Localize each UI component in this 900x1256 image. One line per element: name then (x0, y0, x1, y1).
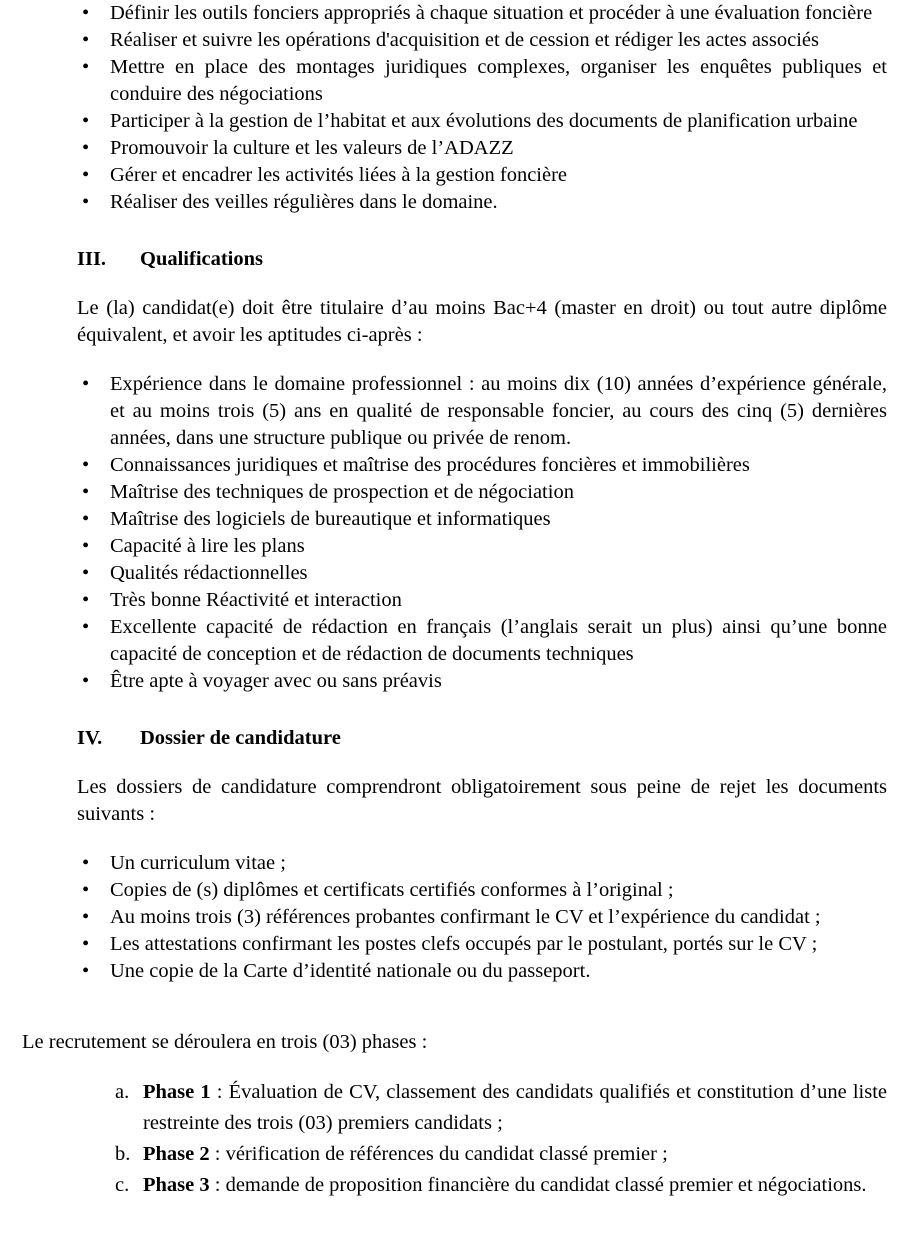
qualifications-section (77, 246, 887, 695)
list-item (77, 958, 887, 985)
list-item (115, 1139, 887, 1170)
list-item (77, 931, 887, 958)
list-item (77, 0, 887, 27)
recruitment-phases-section (0, 1028, 900, 1202)
list-item (77, 108, 887, 135)
missions-bullet-text: Promouvoir la culture et les valeurs de l’ADAZZ (110, 137, 514, 159)
list-item (77, 54, 887, 108)
dossier-item-text: Copies de (s) diplômes et certificats certifiés conformes à l’original ; (110, 879, 674, 901)
spacer (77, 752, 887, 774)
spacer (77, 828, 887, 850)
qualification-text: Maîtrise des techniques de prospection et de négociation (110, 481, 574, 503)
dossier-item-text: Un curriculum vitae ; (110, 852, 286, 874)
section-number: III. (77, 248, 107, 270)
phase-description: : vérification de références du candidat classé premier ; (209, 1143, 668, 1165)
dossier-item-text: Au moins trois (3) références probantes confirmant le CV et l’expérience du candidat ; (110, 906, 821, 928)
spacer (0, 985, 900, 1007)
list-item (77, 506, 887, 533)
missions-bullet-list (77, 0, 887, 216)
missions-bullet-text: Gérer et encadrer les activités liées à la gestion foncière (110, 164, 568, 186)
list-item (77, 452, 887, 479)
list-item (77, 479, 887, 506)
qualifications-bullet-list (77, 371, 887, 695)
phase-label: Phase 3 (143, 1174, 210, 1196)
qualifications-intro-paragraph: Le (la) candidat(e) doit être titulaire d’au moins Bac+4 (master en droit) ou tout autre diplôme équivalent, et avoir les aptitudes ci-après : (77, 297, 887, 346)
section-number: IV. (77, 727, 103, 749)
list-item (115, 1077, 887, 1139)
missions-bullet-text: Participer à la gestion de l’habitat et aux évolutions des documents de planification urbaine (110, 110, 858, 132)
qualification-text: Être apte à voyager avec ou sans préavis (110, 670, 442, 692)
page-title: Qualifications (140, 248, 264, 270)
phase-description: : Évaluation de CV, classement des candidats qualifiés et constitution d’une liste restreinte des trois (03) premiers candidats ; (143, 1081, 887, 1134)
list-item (77, 877, 887, 904)
phase-label: Phase 1 (143, 1081, 211, 1103)
spacer (0, 216, 900, 246)
missions-bullet-text: Définir les outils fonciers appropriés à chaque situation et procéder à une évaluation foncière (110, 2, 873, 24)
page-title: Dossier de candidature (140, 727, 341, 749)
spacer (0, 695, 900, 725)
list-item (77, 850, 887, 877)
list-item (77, 371, 887, 452)
list-item (77, 27, 887, 54)
qualification-text: Maîtrise des logiciels de bureautique et informatiques (110, 508, 551, 530)
list-item (77, 904, 887, 931)
dossier-item-text: Les attestations confirmant les postes clefs occupés par le postulant, portés sur le CV ; (110, 933, 818, 955)
list-item (77, 587, 887, 614)
qualification-text: Expérience dans le domaine professionnel : au moins dix (10) années d’expérience générale, et au moins trois (5) ans en qualité de responsable foncier, au cours des cinq (5) dernières années, dans une structure publique ou privée de renom. (110, 373, 887, 449)
phases-lettered-list (115, 1077, 887, 1201)
missions-bullet-text: Mettre en place des montages juridiques complexes, organiser les enquêtes publiques et conduire des négociations (110, 56, 887, 105)
dossier-section (77, 725, 887, 985)
list-item (77, 668, 887, 695)
dossier-bullet-list (77, 850, 887, 985)
spacer (77, 273, 887, 295)
qualification-text: Connaissances juridiques et maîtrise des procédures foncières et immobilières (110, 454, 750, 476)
phases-intro-paragraph: Le recrutement se déroulera en trois (03) phases : (22, 1030, 428, 1053)
list-item (77, 135, 887, 162)
list-item (77, 533, 887, 560)
phase-label: Phase 2 (143, 1143, 210, 1165)
qualification-text: Qualités rédactionnelles (110, 562, 308, 584)
qualification-text: Capacité à lire les plans (110, 535, 305, 557)
missions-bullet-text: Réaliser et suivre les opérations d'acquisition et de cession et rédiger les actes associés (110, 29, 820, 51)
section-heading-dossier (77, 725, 887, 752)
list-item (115, 1170, 887, 1201)
list-marker: b. (115, 1143, 131, 1165)
spacer (77, 349, 887, 371)
list-item (77, 614, 887, 668)
phase-description: : demande de proposition financière du candidat classé premier et négociations. (209, 1174, 867, 1196)
list-marker: a. (115, 1081, 130, 1103)
section-heading-qualifications (77, 246, 887, 273)
list-item (77, 162, 887, 189)
missions-bullet-text: Réaliser des veilles régulières dans le domaine. (110, 191, 498, 213)
dossier-intro-paragraph: Les dossiers de candidature comprendront obligatoirement sous peine de rejet les documents suivants : (77, 776, 887, 825)
qualification-text: Très bonne Réactivité et interaction (110, 589, 402, 611)
list-item (77, 189, 887, 216)
list-marker: c. (115, 1174, 130, 1196)
qualification-text: Excellente capacité de rédaction en français (l’anglais serait un plus) ainsi qu’une bonne capacité de conception et de rédaction de documents techniques (110, 616, 887, 665)
missions-section (77, 0, 887, 216)
dossier-item-text: Une copie de la Carte d’identité nationale ou du passeport. (110, 960, 591, 982)
list-item (77, 560, 887, 587)
